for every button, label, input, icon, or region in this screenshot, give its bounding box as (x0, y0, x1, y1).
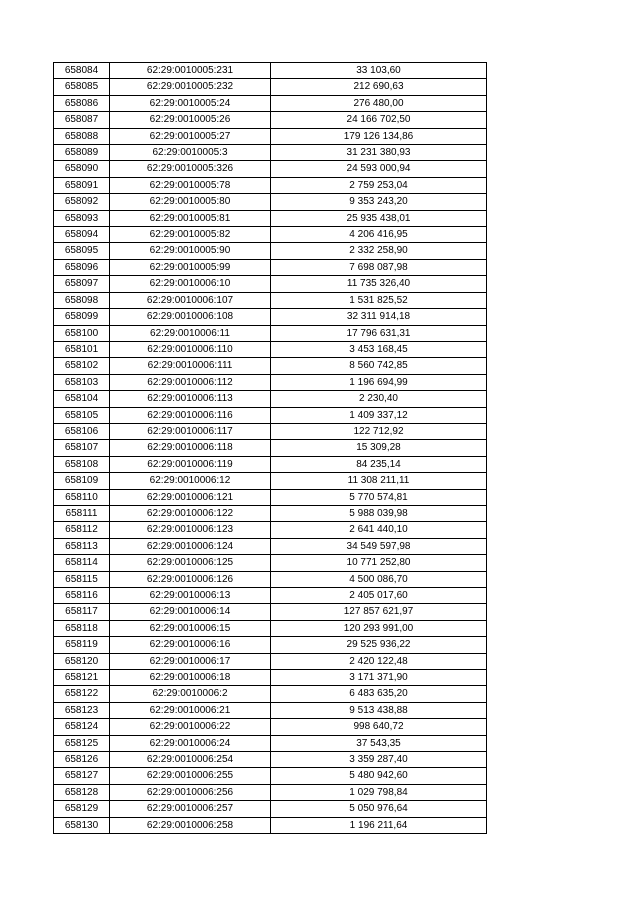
value-cell: 127 857 621,97 (271, 604, 487, 620)
value-cell: 8 560 742,85 (271, 358, 487, 374)
value-cell: 2 420 122,48 (271, 653, 487, 669)
cadastral-number-cell: 62:29:0010005:326 (110, 161, 271, 177)
row-number-cell: 658106 (54, 423, 110, 439)
cadastral-number-cell: 62:29:0010006:17 (110, 653, 271, 669)
value-cell: 276 480,00 (271, 95, 487, 111)
cadastral-number-cell: 62:29:0010006:113 (110, 391, 271, 407)
table-row (54, 95, 487, 111)
table-row (54, 505, 487, 521)
table-row (54, 538, 487, 554)
value-cell: 3 171 371,90 (271, 670, 487, 686)
cadastral-number-cell: 62:29:0010006:254 (110, 752, 271, 768)
table-row (54, 801, 487, 817)
table-row (54, 325, 487, 341)
value-cell: 7 698 087,98 (271, 259, 487, 275)
cadastral-number-cell: 62:29:0010006:116 (110, 407, 271, 423)
table-row (54, 243, 487, 259)
table-row (54, 489, 487, 505)
value-cell: 998 640,72 (271, 719, 487, 735)
table-row (54, 391, 487, 407)
value-cell: 212 690,63 (271, 79, 487, 95)
cadastral-number-cell: 62:29:0010005:26 (110, 112, 271, 128)
table-row (54, 653, 487, 669)
row-number-cell: 658102 (54, 358, 110, 374)
row-number-cell: 658104 (54, 391, 110, 407)
row-number-cell: 658130 (54, 817, 110, 833)
cadastral-number-cell: 62:29:0010006:108 (110, 309, 271, 325)
table-row (54, 522, 487, 538)
table-row (54, 768, 487, 784)
cadastral-number-cell: 62:29:0010006:123 (110, 522, 271, 538)
table-row (54, 735, 487, 751)
row-number-cell: 658120 (54, 653, 110, 669)
value-cell: 2 641 440,10 (271, 522, 487, 538)
value-cell: 2 332 258,90 (271, 243, 487, 259)
value-cell: 1 029 798,84 (271, 784, 487, 800)
value-cell: 29 525 936,22 (271, 637, 487, 653)
table-row (54, 145, 487, 161)
row-number-cell: 658112 (54, 522, 110, 538)
table-row (54, 407, 487, 423)
value-cell: 5 988 039,98 (271, 505, 487, 521)
table-row (54, 309, 487, 325)
table-row (54, 79, 487, 95)
row-number-cell: 658100 (54, 325, 110, 341)
row-number-cell: 658085 (54, 79, 110, 95)
row-number-cell: 658111 (54, 505, 110, 521)
value-cell: 179 126 134,86 (271, 128, 487, 144)
row-number-cell: 658089 (54, 145, 110, 161)
value-cell: 15 309,28 (271, 440, 487, 456)
cadastral-number-cell: 62:29:0010006:117 (110, 423, 271, 439)
cadastral-number-cell: 62:29:0010006:125 (110, 555, 271, 571)
cadastral-number-cell: 62:29:0010006:255 (110, 768, 271, 784)
table-row (54, 423, 487, 439)
row-number-cell: 658108 (54, 456, 110, 472)
row-number-cell: 658128 (54, 784, 110, 800)
table-row (54, 341, 487, 357)
table-row (54, 128, 487, 144)
cadastral-number-cell: 62:29:0010005:81 (110, 210, 271, 226)
value-cell: 24 593 000,94 (271, 161, 487, 177)
cadastral-number-cell: 62:29:0010006:112 (110, 374, 271, 390)
cadastral-number-cell: 62:29:0010006:256 (110, 784, 271, 800)
cadastral-number-cell: 62:29:0010006:12 (110, 473, 271, 489)
cadastral-number-cell: 62:29:0010006:13 (110, 588, 271, 604)
row-number-cell: 658094 (54, 227, 110, 243)
cadastral-number-cell: 62:29:0010006:11 (110, 325, 271, 341)
value-cell: 34 549 597,98 (271, 538, 487, 554)
value-cell: 1 531 825,52 (271, 292, 487, 308)
table-row (54, 259, 487, 275)
row-number-cell: 658113 (54, 538, 110, 554)
value-cell: 5 770 574,81 (271, 489, 487, 505)
cadastral-number-cell: 62:29:0010005:90 (110, 243, 271, 259)
table-row (54, 752, 487, 768)
row-number-cell: 658093 (54, 210, 110, 226)
table-row (54, 177, 487, 193)
value-cell: 31 231 380,93 (271, 145, 487, 161)
table-row (54, 276, 487, 292)
table-body (54, 63, 487, 834)
cadastral-number-cell: 62:29:0010005:82 (110, 227, 271, 243)
row-number-cell: 658096 (54, 259, 110, 275)
row-number-cell: 658119 (54, 637, 110, 653)
row-number-cell: 658109 (54, 473, 110, 489)
row-number-cell: 658103 (54, 374, 110, 390)
row-number-cell: 658095 (54, 243, 110, 259)
row-number-cell: 658086 (54, 95, 110, 111)
value-cell: 33 103,60 (271, 63, 487, 79)
document-page (53, 62, 487, 834)
row-number-cell: 658107 (54, 440, 110, 456)
value-cell: 1 409 337,12 (271, 407, 487, 423)
value-cell: 120 293 991,00 (271, 620, 487, 636)
cadastral-number-cell: 62:29:0010006:110 (110, 341, 271, 357)
table-row (54, 194, 487, 210)
row-number-cell: 658127 (54, 768, 110, 784)
value-cell: 1 196 211,64 (271, 817, 487, 833)
row-number-cell: 658099 (54, 309, 110, 325)
row-number-cell: 658124 (54, 719, 110, 735)
table-row (54, 719, 487, 735)
row-number-cell: 658090 (54, 161, 110, 177)
value-cell: 10 771 252,80 (271, 555, 487, 571)
row-number-cell: 658125 (54, 735, 110, 751)
value-cell: 6 483 635,20 (271, 686, 487, 702)
value-cell: 11 735 326,40 (271, 276, 487, 292)
table-row (54, 784, 487, 800)
table-row (54, 456, 487, 472)
cadastral-number-cell: 62:29:0010005:78 (110, 177, 271, 193)
value-cell: 32 311 914,18 (271, 309, 487, 325)
row-number-cell: 658116 (54, 588, 110, 604)
row-number-cell: 658088 (54, 128, 110, 144)
cadastral-number-cell: 62:29:0010006:257 (110, 801, 271, 817)
cadastral-number-cell: 62:29:0010006:18 (110, 670, 271, 686)
table-row (54, 210, 487, 226)
row-number-cell: 658123 (54, 702, 110, 718)
value-cell: 4 206 416,95 (271, 227, 487, 243)
value-cell: 2 230,40 (271, 391, 487, 407)
cadastral-number-cell: 62:29:0010006:21 (110, 702, 271, 718)
cadastral-number-cell: 62:29:0010006:124 (110, 538, 271, 554)
row-number-cell: 658129 (54, 801, 110, 817)
table-row (54, 571, 487, 587)
row-number-cell: 658105 (54, 407, 110, 423)
table-row (54, 686, 487, 702)
value-cell: 122 712,92 (271, 423, 487, 439)
value-cell: 1 196 694,99 (271, 374, 487, 390)
cadastral-number-cell: 62:29:0010006:15 (110, 620, 271, 636)
cadastral-number-cell: 62:29:0010006:118 (110, 440, 271, 456)
cadastral-number-cell: 62:29:0010006:22 (110, 719, 271, 735)
cadastral-number-cell: 62:29:0010006:111 (110, 358, 271, 374)
value-cell: 5 480 942,60 (271, 768, 487, 784)
row-number-cell: 658121 (54, 670, 110, 686)
table-row (54, 161, 487, 177)
cadastral-number-cell: 62:29:0010006:121 (110, 489, 271, 505)
cadastral-number-cell: 62:29:0010006:16 (110, 637, 271, 653)
table-row (54, 292, 487, 308)
table-row (54, 440, 487, 456)
row-number-cell: 658115 (54, 571, 110, 587)
value-cell: 4 500 086,70 (271, 571, 487, 587)
row-number-cell: 658097 (54, 276, 110, 292)
cadastral-number-cell: 62:29:0010006:10 (110, 276, 271, 292)
row-number-cell: 658084 (54, 63, 110, 79)
cadastral-number-cell: 62:29:0010006:258 (110, 817, 271, 833)
value-cell: 25 935 438,01 (271, 210, 487, 226)
table-row (54, 63, 487, 79)
cadastral-number-cell: 62:29:0010005:24 (110, 95, 271, 111)
cadastral-number-cell: 62:29:0010005:232 (110, 79, 271, 95)
table-row (54, 817, 487, 833)
value-cell: 2 759 253,04 (271, 177, 487, 193)
table-row (54, 588, 487, 604)
table-row (54, 670, 487, 686)
table-row (54, 604, 487, 620)
cadastral-number-cell: 62:29:0010006:107 (110, 292, 271, 308)
cadastral-number-cell: 62:29:0010005:99 (110, 259, 271, 275)
cadastral-number-cell: 62:29:0010006:126 (110, 571, 271, 587)
cadastral-number-cell: 62:29:0010006:24 (110, 735, 271, 751)
row-number-cell: 658122 (54, 686, 110, 702)
cadastral-number-cell: 62:29:0010006:119 (110, 456, 271, 472)
table-row (54, 112, 487, 128)
value-cell: 84 235,14 (271, 456, 487, 472)
value-cell: 2 405 017,60 (271, 588, 487, 604)
table-row (54, 358, 487, 374)
table-row (54, 555, 487, 571)
row-number-cell: 658114 (54, 555, 110, 571)
cadastral-number-cell: 62:29:0010006:2 (110, 686, 271, 702)
cadastral-number-cell: 62:29:0010005:80 (110, 194, 271, 210)
row-number-cell: 658101 (54, 341, 110, 357)
value-cell: 3 359 287,40 (271, 752, 487, 768)
row-number-cell: 658126 (54, 752, 110, 768)
cadastral-value-table (53, 62, 487, 834)
table-row (54, 620, 487, 636)
row-number-cell: 658098 (54, 292, 110, 308)
value-cell: 17 796 631,31 (271, 325, 487, 341)
value-cell: 9 513 438,88 (271, 702, 487, 718)
value-cell: 9 353 243,20 (271, 194, 487, 210)
row-number-cell: 658118 (54, 620, 110, 636)
table-row (54, 227, 487, 243)
cadastral-number-cell: 62:29:0010005:3 (110, 145, 271, 161)
row-number-cell: 658110 (54, 489, 110, 505)
value-cell: 5 050 976,64 (271, 801, 487, 817)
row-number-cell: 658091 (54, 177, 110, 193)
value-cell: 37 543,35 (271, 735, 487, 751)
cadastral-number-cell: 62:29:0010006:122 (110, 505, 271, 521)
cadastral-number-cell: 62:29:0010005:231 (110, 63, 271, 79)
value-cell: 11 308 211,11 (271, 473, 487, 489)
table-row (54, 473, 487, 489)
table-row (54, 702, 487, 718)
cadastral-number-cell: 62:29:0010006:14 (110, 604, 271, 620)
row-number-cell: 658087 (54, 112, 110, 128)
row-number-cell: 658117 (54, 604, 110, 620)
cadastral-number-cell: 62:29:0010005:27 (110, 128, 271, 144)
value-cell: 3 453 168,45 (271, 341, 487, 357)
row-number-cell: 658092 (54, 194, 110, 210)
table-row (54, 637, 487, 653)
value-cell: 24 166 702,50 (271, 112, 487, 128)
table-row (54, 374, 487, 390)
